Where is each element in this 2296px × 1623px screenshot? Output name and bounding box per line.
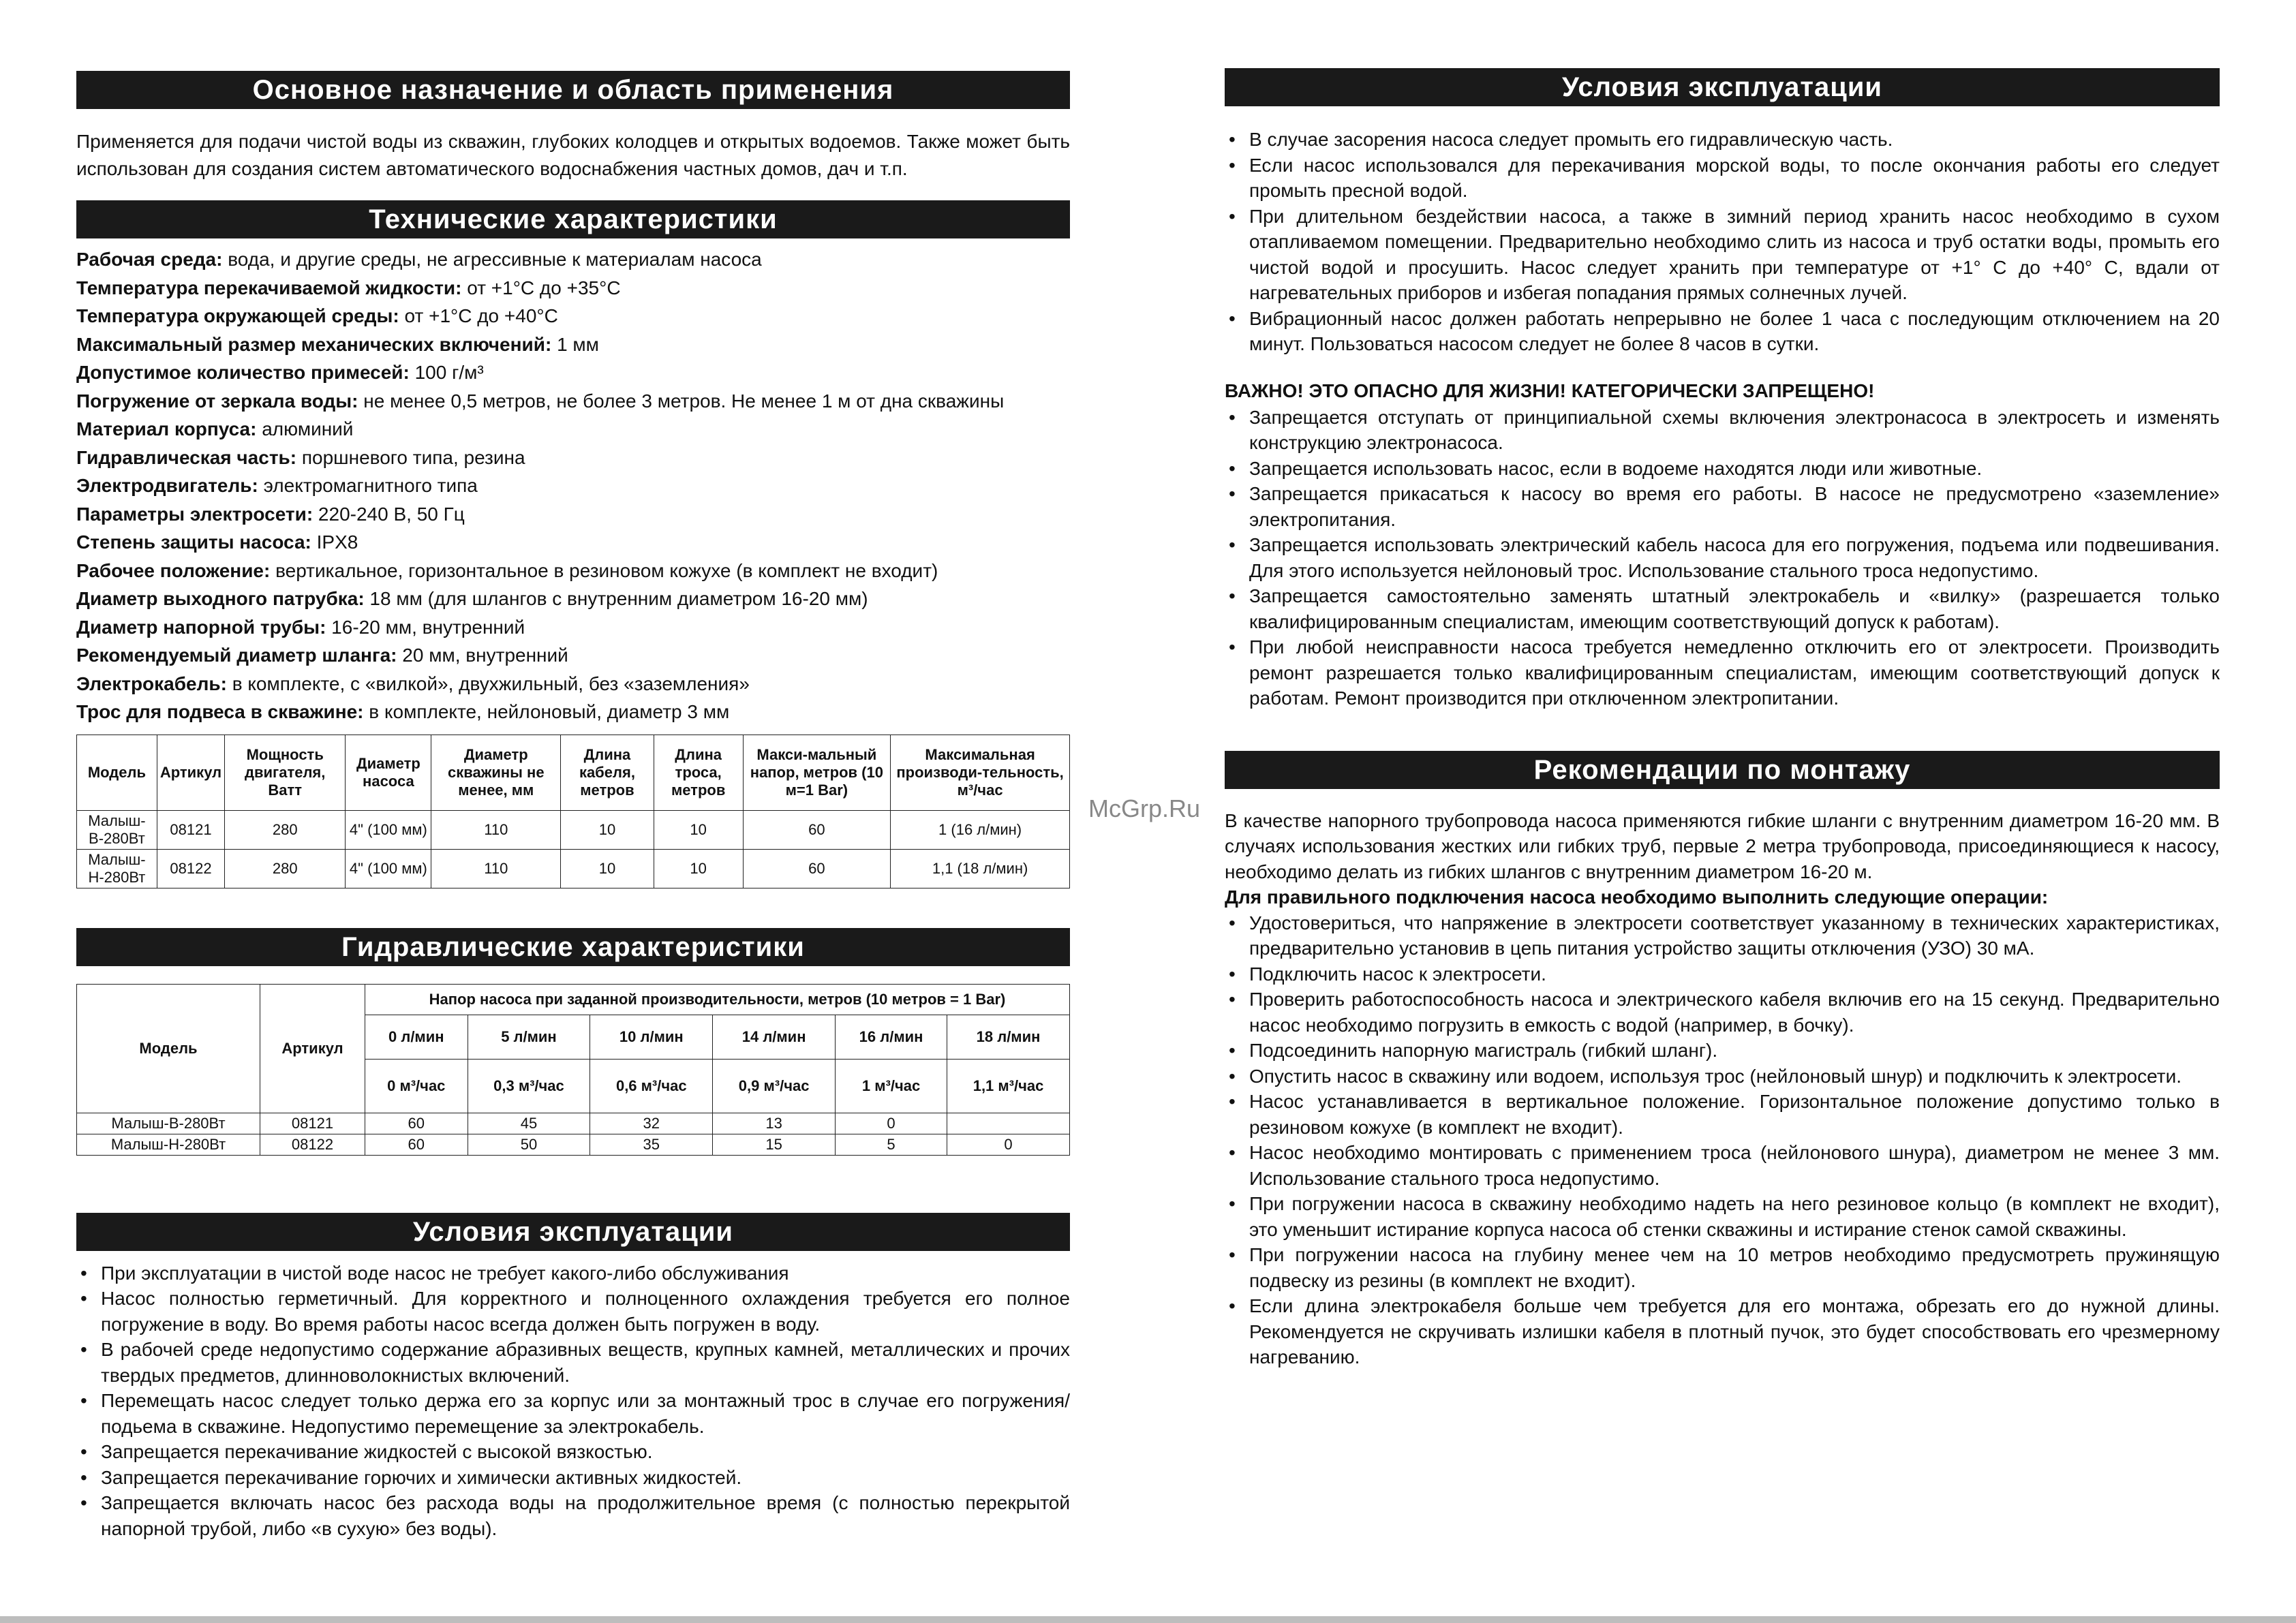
table-row bbox=[77, 849, 1070, 888]
table-cell: 50 bbox=[468, 1134, 590, 1155]
table-cell: 08121 bbox=[157, 810, 224, 849]
list-item: • Запрещается использовать насос, если в водоеме находятся люди или животные. bbox=[1225, 456, 2220, 482]
spec-key: Рабочее положение: bbox=[76, 559, 271, 581]
spec-line bbox=[76, 500, 1070, 529]
spec-value: не менее 0,5 метров, не более 3 метров. Не менее 1 м от дна скважины bbox=[358, 390, 1005, 412]
spec-key: Рабочая среда: bbox=[76, 249, 223, 270]
list-item: • Опустить насос в скважину или водоем, используя трос (нейлоновый шнур) и подключить к электросети. bbox=[1225, 1064, 2220, 1089]
section-title-operation-cont: Условия эксплуатации bbox=[1225, 68, 2220, 106]
table-cell: Малыш-Н-280Вт bbox=[77, 849, 157, 888]
operation-cont-list bbox=[1225, 127, 2220, 357]
table-cell: Малыш-В-280Вт bbox=[77, 1113, 260, 1134]
table-header: 16 л/мин bbox=[836, 1015, 947, 1059]
table-cell: 13 bbox=[713, 1113, 836, 1134]
table-header: Длина кабеля, метров bbox=[561, 735, 654, 810]
list-item: • Запрещается использовать электрический кабель насоса для его погружения, подъема или подвешивания. Для этого используется нейлоновый трос. Использование стального троса недопустимо. bbox=[1225, 532, 2220, 583]
table-header: Максимальная производи-тельность, м³/час bbox=[891, 735, 1070, 810]
install-intro: В качестве напорного трубопровода насоса применяются гибкие шланги с внутренним диаметром 16-20 мм. В случаях использования жестких или гибких труб, первые 2 метра трубопровода, присоединяющиеся к насосу, необходимо делать из гибких шлангов с внутренним диаметром 16-20 м. bbox=[1225, 809, 2220, 882]
spec-key: Рекомендуемый диаметр шланга: bbox=[76, 645, 397, 666]
list-item: • При эксплуатации в чистой воде насос не требует какого-либо обслуживания bbox=[76, 1261, 1070, 1286]
spec-line bbox=[76, 274, 1070, 303]
spec-key: Диаметр напорной трубы: bbox=[76, 616, 326, 638]
list-item: • Перемещать насос следует только держа его за корпус или за монтажный трос в случае его погружения/подьема в скважине. Недопустимо перемещение за электрокабель. bbox=[76, 1388, 1070, 1439]
list-item: • Если насос использовался для перекачивания морской воды, то после окончания работы его следует промыть пресной водой. bbox=[1225, 153, 2220, 204]
list-item: • При погружении насоса в скважину необходимо надеть на него резиновое кольцо (в комплект не входит), это уменьшит истирание корпуса насоса об стенки скважины и истирание стенок самой скважины. bbox=[1225, 1191, 2220, 1242]
table-header: Мощность двигателя, Ватт bbox=[225, 735, 346, 810]
table-row bbox=[77, 1113, 1070, 1134]
danger-warning: ВАЖНО! ЭТО ОПАСНО ДЛЯ ЖИЗНИ! КАТЕГОРИЧЕСКИ ЗАПРЕЩЕНО! bbox=[1225, 380, 1875, 401]
table-header: Макси-мальный напор, метров (10 м=1 Bar) bbox=[743, 735, 891, 810]
hydraulic-table bbox=[76, 984, 1070, 1156]
table-cell: 110 bbox=[431, 849, 561, 888]
spec-line bbox=[76, 528, 1070, 557]
spec-key: Допустимое количество примесей: bbox=[76, 362, 410, 383]
list-item: • Проверить работоспособность насоса и электрического кабеля включив его на 15 секунд. Предварительно насос необходимо погрузить в емкость с водой (например, в бочку). bbox=[1225, 987, 2220, 1038]
section-title-tech: Технические характеристики bbox=[76, 200, 1070, 238]
table-header: 0,6 м³/час bbox=[590, 1059, 713, 1113]
table-header: 18 л/мин bbox=[947, 1015, 1070, 1059]
list-item: • Запрещается перекачивание горючих и химически активных жидкостей. bbox=[76, 1465, 1070, 1491]
list-item: • Запрещается самостоятельно заменять штатный электрокабель и «вилку» (разрешается только квалифицированным специалистам, имеющим соответствующий допуск к работам). bbox=[1225, 583, 2220, 634]
spec-key: Температура перекачиваемой жидкости: bbox=[76, 277, 462, 298]
spec-key: Параметры электросети: bbox=[76, 503, 313, 525]
spec-value: 1 мм bbox=[551, 333, 599, 355]
table-header: 10 л/мин bbox=[590, 1015, 713, 1059]
table-row bbox=[77, 1134, 1070, 1155]
list-item: • В рабочей среде недопустимо содержание абразивных веществ, крупных камней, металлических и прочих твердых предметов, длинноволокнистых включений. bbox=[76, 1337, 1070, 1388]
spec-value: в комплекте, с «вилкой», двухжильный, без «заземления» bbox=[226, 673, 750, 694]
list-item: • Подключить насос к электросети. bbox=[1225, 961, 2220, 987]
table-header: 0 м³/час bbox=[365, 1059, 468, 1113]
spec-line bbox=[76, 557, 1070, 585]
right-column bbox=[1225, 0, 2220, 1370]
table-cell: 1,1 (18 л/мин) bbox=[891, 849, 1070, 888]
table-header: Длина троса, метров bbox=[654, 735, 743, 810]
table-cell: 08122 bbox=[157, 849, 224, 888]
spec-key: Материал корпуса: bbox=[76, 418, 257, 439]
table-header: Модель bbox=[77, 984, 260, 1113]
spec-line bbox=[76, 302, 1070, 330]
table-header: 0,3 м³/час bbox=[468, 1059, 590, 1113]
watermark: McGrp.Ru bbox=[1088, 794, 1201, 822]
table-header: 0 л/мин bbox=[365, 1015, 468, 1059]
spec-line bbox=[76, 415, 1070, 444]
table-cell bbox=[947, 1113, 1070, 1134]
spec-key: Трос для подвеса в скважине: bbox=[76, 701, 364, 722]
danger-list bbox=[1225, 405, 2220, 711]
section-title-hydraulic: Гидравлические характеристики bbox=[76, 928, 1070, 966]
list-item: • Удостовериться, что напряжение в электросети соответствует указанному в технических характеристиках, предварительно установив в цепь питания устройство защиты отключения (УЗО) 30 мА. bbox=[1225, 910, 2220, 961]
install-heading: Для правильного подключения насоса необходимо выполнить следующие операции: bbox=[1225, 886, 2049, 908]
table-header: 1 м³/час bbox=[836, 1059, 947, 1113]
table-cell: 60 bbox=[743, 810, 891, 849]
table-cell: 10 bbox=[654, 849, 743, 888]
table-header: 14 л/мин bbox=[713, 1015, 836, 1059]
spec-key: Степень защиты насоса: bbox=[76, 531, 311, 553]
table-cell: 60 bbox=[365, 1113, 468, 1134]
table-cell: 32 bbox=[590, 1113, 713, 1134]
spec-value: от +1°С до +40°С bbox=[399, 305, 558, 326]
list-item: • Насос полностью герметичный. Для корректного и полноценного охлаждения требуется его полное погружение в воду. Во время работы насос всегда должен быть погружен в воду. bbox=[76, 1286, 1070, 1337]
list-item: • Запрещается включать насос без расхода воды на продолжительное время (с полностью перекрытой напорной трубой, либо «в сухую» без воды). bbox=[76, 1490, 1070, 1541]
list-item: • При погружении насоса на глубину менее чем на 10 метров необходимо предусмотреть пружинящую подвеску из резины (в комплект не входит). bbox=[1225, 1242, 2220, 1293]
spec-line bbox=[76, 670, 1070, 698]
spec-value: от +1°С до +35°С bbox=[461, 277, 621, 298]
spec-key: Гидравлическая часть: bbox=[76, 446, 297, 468]
table-cell: 0 bbox=[836, 1113, 947, 1134]
spec-value: IPX8 bbox=[311, 531, 358, 553]
table-header: Модель bbox=[77, 735, 157, 810]
spec-line bbox=[76, 641, 1070, 670]
spec-line bbox=[76, 472, 1070, 500]
table-header: Диаметр скважины не менее, мм bbox=[431, 735, 561, 810]
table-cell: 60 bbox=[743, 849, 891, 888]
table-cell: 15 bbox=[713, 1134, 836, 1155]
section-title-install: Рекомендации по монтажу bbox=[1225, 751, 2220, 789]
spec-value: электромагнитного типа bbox=[258, 475, 478, 496]
spec-value: вертикальное, горизонтальное в резиновом кожухе (в комплект не входит) bbox=[270, 559, 938, 581]
spec-line bbox=[76, 330, 1070, 359]
operation-list bbox=[76, 1261, 1070, 1542]
list-item: • Насос устанавливается в вертикальное положение. Горизонтальное положение допустимо только в резиновом кожухе (в комплект не входит). bbox=[1225, 1089, 2220, 1140]
list-item: • Вибрационный насос должен работать непрерывно не более 1 часа с последующим отключением на 20 минут. Пользоваться насосом следует не более 8 часов в сутки. bbox=[1225, 306, 2220, 357]
list-item: • Запрещается прикасаться к насосу во время его работы. В насосе не предусмотрено «заземление» электропитания. bbox=[1225, 481, 2220, 532]
spec-key: Электрокабель: bbox=[76, 673, 227, 694]
spec-line bbox=[76, 387, 1070, 416]
table-header: 5 л/мин bbox=[468, 1015, 590, 1059]
table-cell: 280 bbox=[225, 849, 346, 888]
install-list bbox=[1225, 910, 2220, 1370]
left-column bbox=[76, 0, 1070, 1541]
spec-key: Погружение от зеркала воды: bbox=[76, 390, 358, 412]
spec-value: поршневого типа, резина bbox=[296, 446, 525, 468]
table-cell: Малыш-Н-280Вт bbox=[77, 1134, 260, 1155]
spec-key: Максимальный размер механических включений: bbox=[76, 333, 552, 355]
list-item: • Насос необходимо монтировать с применением троса (нейлонового шнура), диаметром не менее 3 мм. Использование стального троса недопустимо. bbox=[1225, 1140, 2220, 1191]
table-cell: 60 bbox=[365, 1134, 468, 1155]
section-title-purpose: Основное назначение и область применения bbox=[76, 71, 1070, 109]
table-header: Диаметр насоса bbox=[346, 735, 431, 810]
table-cell: 1 (16 л/мин) bbox=[891, 810, 1070, 849]
table-cell: 08121 bbox=[260, 1113, 365, 1134]
spec-key: Электродвигатель: bbox=[76, 475, 258, 496]
spec-value: 20 мм, внутренний bbox=[397, 645, 568, 666]
table-cell: 4" (100 мм) bbox=[346, 849, 431, 888]
spec-value: вода, и другие среды, не агрессивные к материалам насоса bbox=[222, 249, 762, 270]
table-cell: 0 bbox=[947, 1134, 1070, 1155]
table-cell: 10 bbox=[654, 810, 743, 849]
table-header: 1,1 м³/час bbox=[947, 1059, 1070, 1113]
table-cell: 10 bbox=[561, 849, 654, 888]
tech-spec-list bbox=[76, 245, 1070, 726]
table-header: Напор насоса при заданной производительности, метров (10 метров = 1 Bar) bbox=[365, 984, 1070, 1015]
table-cell: 08122 bbox=[260, 1134, 365, 1155]
spec-line bbox=[76, 698, 1070, 726]
table-cell: 280 bbox=[225, 810, 346, 849]
table-cell: 35 bbox=[590, 1134, 713, 1155]
table-cell: Малыш-В-280Вт bbox=[77, 810, 157, 849]
spec-line bbox=[76, 585, 1070, 613]
table-header: Артикул bbox=[157, 735, 224, 810]
table-cell: 45 bbox=[468, 1113, 590, 1134]
spec-line bbox=[76, 444, 1070, 472]
list-item: • Запрещается перекачивание жидкостей с высокой вязкостью. bbox=[76, 1439, 1070, 1465]
spec-value: алюминий bbox=[256, 418, 354, 439]
table-row bbox=[77, 810, 1070, 849]
spec-line bbox=[76, 245, 1070, 274]
list-item: • Если длина электрокабеля больше чем требуется для его монтажа, обрезать его до нужной длины. Рекомендуется не скручивать излишки кабеля в плотный пучок, это будет способствовать его чрезмерному нагреванию. bbox=[1225, 1293, 2220, 1370]
table-cell: 5 bbox=[836, 1134, 947, 1155]
spec-key: Температура окружающей среды: bbox=[76, 305, 399, 326]
list-item: • При длительном бездействии насоса, а также в зимний период хранить насос необходимо в сухом отапливаемом помещении. Предварительно необходимо слить из насоса и труб остатки воды, промыть его чистой водой и просушить. Насос следует хранить при температуре от +1° С до +40° С, вдали от нагревательных приборов и избегая попадания прямых солнечных лучей. bbox=[1225, 204, 2220, 306]
spec-value: 100 г/м³ bbox=[409, 362, 484, 383]
spec-value: 220-240 В, 50 Гц bbox=[313, 503, 465, 525]
spec-line bbox=[76, 613, 1070, 642]
spec-value: в комплекте, нейлоновый, диаметр 3 мм bbox=[363, 701, 730, 722]
bottom-border bbox=[0, 1616, 2296, 1623]
table-header: Артикул bbox=[260, 984, 365, 1113]
table-cell: 110 bbox=[431, 810, 561, 849]
list-item: • Подсоединить напорную магистраль (гибкий шланг). bbox=[1225, 1038, 2220, 1064]
table-cell: 10 bbox=[561, 810, 654, 849]
list-item: • В случае засорения насоса следует промыть его гидравлическую часть. bbox=[1225, 127, 2220, 153]
tech-table bbox=[76, 735, 1070, 888]
table-cell: 4" (100 мм) bbox=[346, 810, 431, 849]
purpose-text: Применяется для подачи чистой воды из скважин, глубоких колодцев и открытых водоемов. Также может быть использован для создания систем автоматического водоснабжения частных домов, дач и т.п. bbox=[76, 131, 1070, 179]
list-item: • Запрещается отступать от принципиальной схемы включения электронасоса в электросеть и изменять конструкцию электронасоса. bbox=[1225, 405, 2220, 456]
list-item: • При любой неисправности насоса требуется немедленно отключить его от электросети. Производить ремонт разрешается только квалифицированным специалистам, имеющим соответствующий допуск к работам. Ремонт производится при отключенном электропитании. bbox=[1225, 634, 2220, 711]
section-title-operation: Условия эксплуатации bbox=[76, 1213, 1070, 1251]
spec-key: Диаметр выходного патрубка: bbox=[76, 588, 365, 609]
spec-value: 18 мм (для шлангов с внутренним диаметром 16-20 мм) bbox=[364, 588, 868, 609]
table-header: 0,9 м³/час bbox=[713, 1059, 836, 1113]
spec-value: 16-20 мм, внутренний bbox=[326, 616, 525, 638]
spec-line bbox=[76, 358, 1070, 387]
